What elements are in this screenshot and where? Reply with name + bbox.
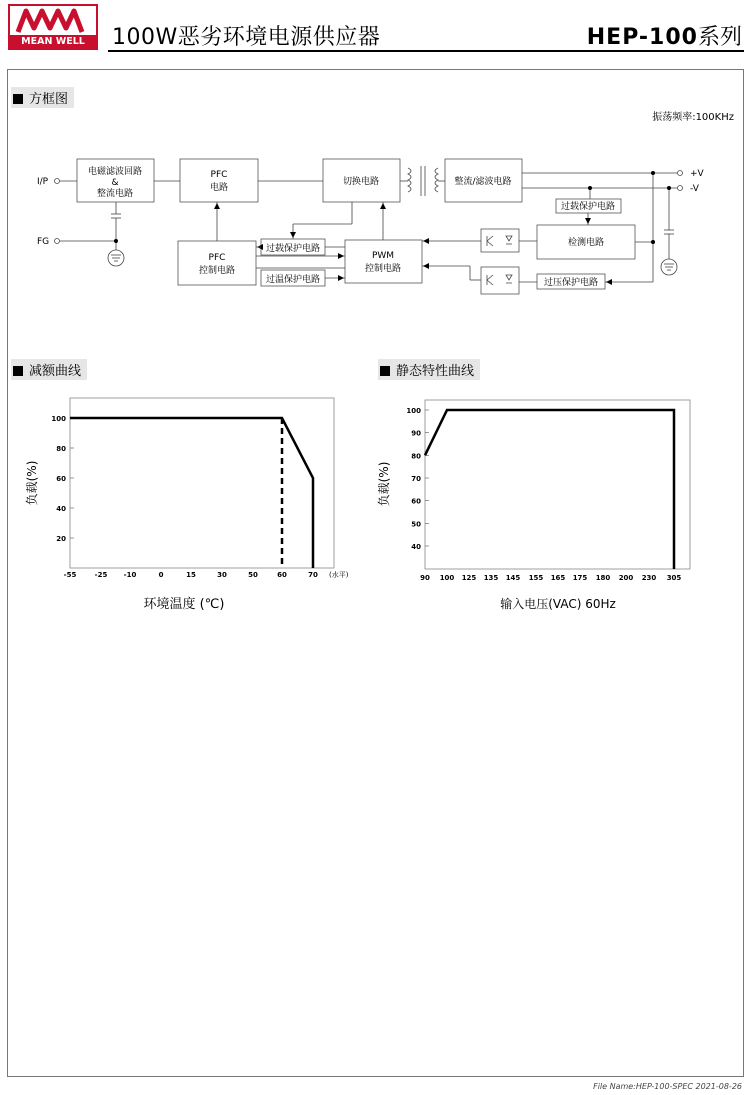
arrow-icon [380,203,386,209]
static-ytick-label: 100 [406,407,421,415]
block-diagram [0,0,750,340]
static-xlabel: 输入电压(VAC) 60Hz [500,597,616,611]
emi-label-1: 电磁滤波回路 [87,167,143,177]
static-chart [370,380,740,620]
rect-filter-label: 整流/滤波电路 [454,177,512,187]
olp-left-label: 过载保护电路 [265,244,321,254]
pfc-ctrl-label-2: 控制电路 [198,266,236,276]
static-xtick-label: 175 [572,574,588,582]
static-plot-area [425,400,690,569]
junction-dot [114,239,118,243]
static-xtick-label: 165 [550,574,566,582]
static-xtick-label: 230 [641,574,657,582]
derating-xtick-label: -10 [123,571,137,579]
vminus-terminal-label: -V [690,184,699,194]
block-diagram-heading-text: 方框图 [29,92,69,107]
static-xtick-label: 200 [618,574,634,582]
derating-ytick-label: 80 [56,445,66,453]
junction-dot [667,186,671,190]
vplus-terminal-icon [678,171,683,176]
derating-xtick-label: 0 [158,571,164,579]
static-heading-text: 静态特性曲线 [396,364,475,379]
junction-dot [588,186,592,190]
static-xtick-label: 155 [528,574,544,582]
derating-xtick-label: -55 [63,571,77,579]
pwm-block [345,240,422,283]
arrow-icon [423,263,429,269]
footer-file-name: File Name:HEP-100-SPEC 2021-08-26 [593,1082,742,1091]
pwm-label-1: PWM [371,251,395,261]
fg-terminal-label: FG [37,237,50,247]
derating-heading-text: 减额曲线 [29,364,82,379]
pfc-label-2: 电路 [209,183,229,193]
arrow-icon [606,279,612,285]
series-suffix: 系列 [697,25,742,50]
transformer-primary-icon [408,168,411,192]
static-ytick-label: 50 [411,520,421,529]
derating-xtick-label: 30 [217,571,227,579]
junction-dot [651,171,655,175]
logo-text: MEAN WELL [21,36,85,47]
ovp-label: 过压保护电路 [543,278,599,288]
derating-xunit: (水平) [329,571,349,579]
pfc-ctrl-block [178,241,256,285]
olp-top-label: 过载保护电路 [560,202,616,212]
ip-terminal-label: I/P [37,177,49,187]
arrow-icon [338,253,344,259]
static-xtick-label: 100 [439,574,455,582]
otp-label: 过温保护电路 [265,275,321,285]
static-ytick-label: 70 [411,475,421,483]
arrow-icon [585,218,591,224]
static-xtick-label: 145 [505,574,521,582]
derating-xtick-label: 60 [277,571,287,579]
switch-label: 切换电路 [342,177,380,187]
arrow-icon [214,203,220,209]
junction-dot [651,240,655,244]
derating-xtick-label: 70 [308,571,318,579]
pfc-block [180,159,258,202]
pfc-ctrl-label-1: PFC [208,253,226,263]
static-ytick-label: 40 [411,543,421,551]
static-xtick-label: 305 [666,574,682,582]
pfc-label-1: PFC [210,170,228,180]
derating-ytick-label: 100 [51,415,66,423]
static-ylabel: 负载(%) [377,461,391,507]
arrow-icon [423,238,429,244]
oscillation-frequency: 振荡频率:100KHz [652,112,734,123]
static-xtick-label: 135 [483,574,499,582]
derating-plot-area [70,398,334,568]
heading-square-icon [380,366,390,376]
pwm-label-2: 控制电路 [364,264,402,274]
static-xtick-label: 125 [461,574,477,582]
derating-ytick-label: 40 [56,505,66,513]
series-model: HEP-100 [586,25,698,50]
emi-label-2: & [111,178,119,188]
static-ytick-label: 90 [411,429,421,438]
vplus-terminal-label: +V [690,169,704,179]
derating-xtick-label: -25 [94,571,108,579]
static-heading [378,359,480,380]
transformer-secondary-icon [435,168,438,192]
derating-xtick-label: 50 [248,571,258,579]
derating-ylabel: 负载(%) [25,460,39,506]
arrow-icon [338,275,344,281]
static-ytick-label: 80 [411,452,421,461]
derating-chart [0,380,375,620]
derating-xlabel: 环境温度 (℃) [143,597,225,612]
derating-xtick-label: 15 [186,571,196,579]
fg-terminal-icon [55,239,60,244]
ip-terminal-icon [55,179,60,184]
heading-square-icon [13,366,23,376]
static-ytick-label: 60 [411,497,421,506]
page-title: 100W恶劣环境电源供应器 [112,25,381,50]
derating-ytick-label: 60 [56,475,66,483]
static-xtick-label: 90 [420,574,430,582]
derating-heading [11,359,87,380]
arrow-icon [290,232,296,238]
derating-ytick-label: 20 [56,535,66,543]
static-xtick-label: 180 [595,574,611,582]
vminus-terminal-icon [678,186,683,191]
emi-label-3: 整流电路 [96,189,134,199]
detect-label: 检测电路 [567,238,605,248]
